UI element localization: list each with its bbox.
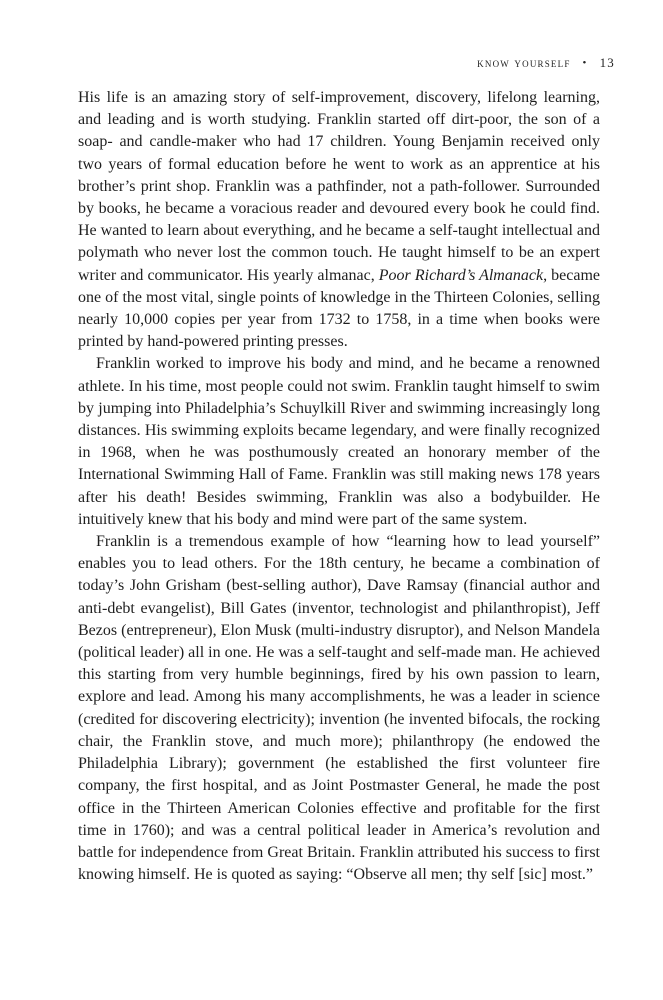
paragraph-1-text-b: , became one of the most vital, single points of knowledge in the Thirteen Colonies, selling nearly 10,000 copies per year from 1732 to 1758, in a time when books were printed by hand-powered printing presses.	[78, 266, 600, 351]
paragraph-3	[78, 531, 600, 886]
paragraph-1-text-a: His life is an amazing story of self-improvement, discovery, lifelong learning, and leading and is worth studying. Franklin started off dirt-poor, the son of a soap- and candle-maker who had 17 children. Young Benjamin received only two years of formal education before he went to work as an apprentice at his brother’s print shop. Franklin was a pathfinder, not a path-follower. Surrounded by books, he became a voracious reader and devoured every book he could find. He wanted to learn about everything, and he became a self-taught intellectual and polymath who never lost the common touch. He taught himself to be an expert writer and communicator. His yearly almanac,	[78, 89, 601, 284]
body-text	[78, 87, 600, 886]
paragraph-2	[78, 353, 600, 531]
paragraph-3-text: Franklin is a tremendous example of how “learning how to lead yourself” enables you to lead others. For the 18th century, he became a combination of today’s John Grisham (best-selling author), Dave Ramsay (financial author and anti-debt evangelist), Bill Gates (inventor, technologist and philanthropist), Jeff Bezos (entrepreneur), Elon Musk (multi-industry disruptor), and Nelson Mandela (political leader) all in one. He was a self-taught and self-made man. He achieved this starting from very humble beginnings, fired by his own passion to learn, explore and lead. Among his many accomplishments, he was a leader in science (credited for discovering electricity); invention (he invented bifocals, the rocking chair, the Franklin stove, and much more); philanthropy (he endowed the Philadelphia Library); government (he established the first volunteer fire company, the first hospital, and as Joint Postmaster General, he made the post office in the Thirteen American Colonies effective and profitable for the first time in 1760); and was a central political leader in America’s revolution and battle for independence from Great Britain. Franklin attributed his success to first knowing himself. He is quoted as saying: “Observe all men; thy self [sic] most.”	[78, 533, 600, 884]
header-separator: •	[582, 57, 588, 69]
paragraph-1	[78, 87, 600, 353]
paragraph-2-text: Franklin worked to improve his body and mind, and he became a renowned athlete. In his time, most people could not swim. Franklin taught himself to swim by jumping into Philadelphia’s Schuylkill River and swimming increasingly long distances. His swimming exploits became legendary, and were finally recognized in 1968, when he was posthumously created an honorary member of the International Swimming Hall of Fame. Franklin was still making news 178 years after his death! Besides swimming, Franklin was also a bodybuilder. He intuitively knew that his body and mind were part of the same system.	[78, 355, 600, 528]
running-title: know yourself	[477, 55, 571, 70]
running-header	[477, 55, 615, 71]
book-title-italic: Poor Richard’s Almanack	[378, 266, 544, 284]
page-number: 13	[599, 55, 615, 70]
